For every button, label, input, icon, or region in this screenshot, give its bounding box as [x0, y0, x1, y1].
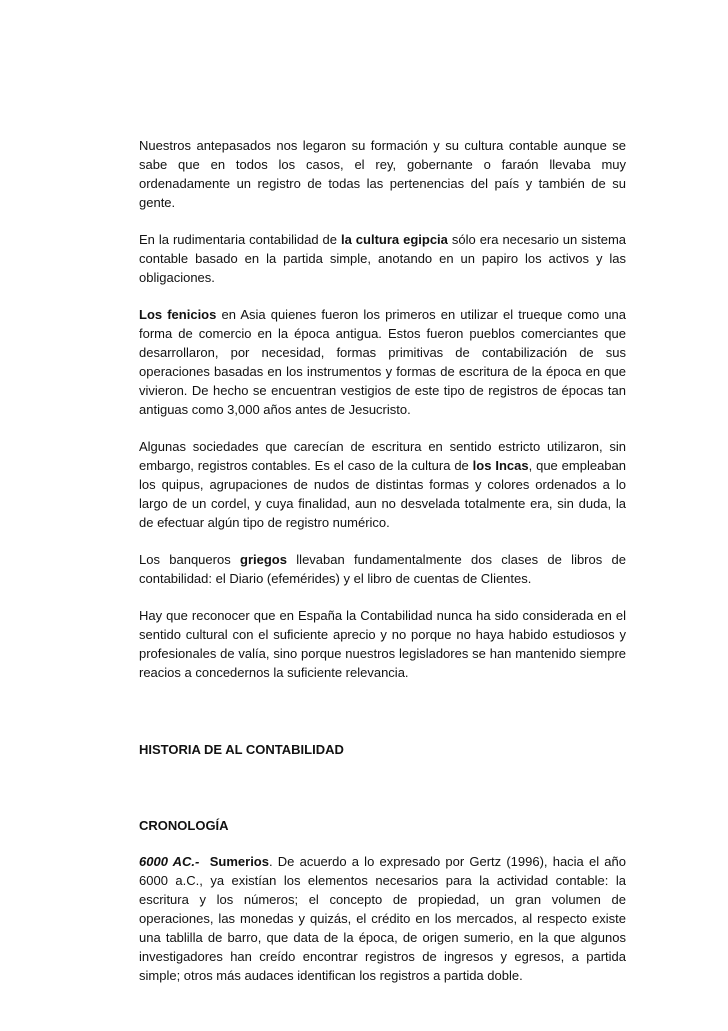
- paragraph-text: en Asia quienes fueron los primeros en utilizar el trueque como una forma de comercio en la época antigua. Estos fueron pueblos comerciantes que desarrollaron, por necesidad, formas primitivas de contabilización de sus operaciones basadas en los instrumentos y formas de escritura de la época en que vivieron. De hecho se encuentran vestigios de este tipo de registros de épocas tan antiguas como 3,000 años antes de Jesucristo.: [139, 307, 626, 417]
- paragraph-text: Algunas sociedades que carecían de escritura en sentido estricto utilizaron, sin embargo, registros contables. Es el caso de la cultura de: [139, 439, 626, 473]
- section-heading-history: HISTORIA DE AL CONTABILIDAD: [139, 742, 344, 757]
- paragraph-text: , que empleaban los quipus, agrupaciones de nudos de distintas formas y colores ordenados a lo largo de un cordel, y cuya finalidad, aun no desvelada totalmente era, sin duda, la de efectuar algún tipo de registro numérico.: [139, 458, 626, 530]
- chronology-entry-sumerios: [139, 852, 626, 985]
- paragraph-intro: [139, 136, 626, 212]
- paragraph-espana: [139, 606, 626, 682]
- bold-term-incas: los Incas: [472, 458, 529, 473]
- bold-term-griegos: griegos: [240, 552, 287, 567]
- paragraph-text: sólo era necesario un sistema contable basado en la partida simple, anotando en un papiro los activos y las obligaciones.: [139, 232, 627, 285]
- paragraph-text: Nuestros antepasados nos legaron su formación y su cultura contable aunque se sabe que en todos los casos, el rey, gobernante o faraón llevaba muy ordenadamente un registro de todas las pertenencias del país y también de su gente.: [139, 138, 626, 210]
- bold-term-sumerios: Sumerios: [209, 854, 269, 869]
- paragraph-griegos: [139, 550, 626, 588]
- section-heading-chronology: CRONOLOGÍA: [139, 818, 229, 833]
- paragraph-text: Los banqueros: [139, 552, 241, 567]
- document-body: [139, 136, 626, 1003]
- paragraph-incas: [139, 437, 626, 532]
- bold-term-egipcia: la cultura egipcia: [340, 232, 448, 247]
- paragraph-fenicios: [139, 305, 626, 419]
- bold-term-fenicios: Los fenicios: [139, 307, 217, 322]
- paragraph-text: Hay que reconocer que en España la Contabilidad nunca ha sido considerada en el sentido cultural con el suficiente aprecio y no porque no haya habido estudiosos y profesionales de valía, sino porque nuestros legisladores se han mantenido siempre reacios a concedernos la suficiente relevancia.: [139, 608, 626, 680]
- paragraph-text: En la rudimentaria contabilidad de: [139, 232, 341, 247]
- paragraph-text: llevaban fundamentalmente dos clases de libros de contabilidad: el Diario (efemérides) y el libro de cuentas de Clientes.: [139, 552, 627, 586]
- paragraph-egipcia: [139, 230, 626, 287]
- chronology-year: 6000 AC.-: [139, 854, 200, 869]
- paragraph-text: . De acuerdo a lo expresado por Gertz (1996), hacia el año 6000 a.C., ya existían los elementos necesarios para la actividad contable: la escritura y los números; el concepto de propiedad, un gran volumen de operaciones, las monedas y quizás, el crédito en los mercados, al respecto existe una tablilla de barro, que data de la época, de origen sumerio, en la que algunos investigadores han creído encontrar registros de ingresos y egresos, a partida simple; otros más audaces identifican los registros a partida doble.: [139, 854, 626, 983]
